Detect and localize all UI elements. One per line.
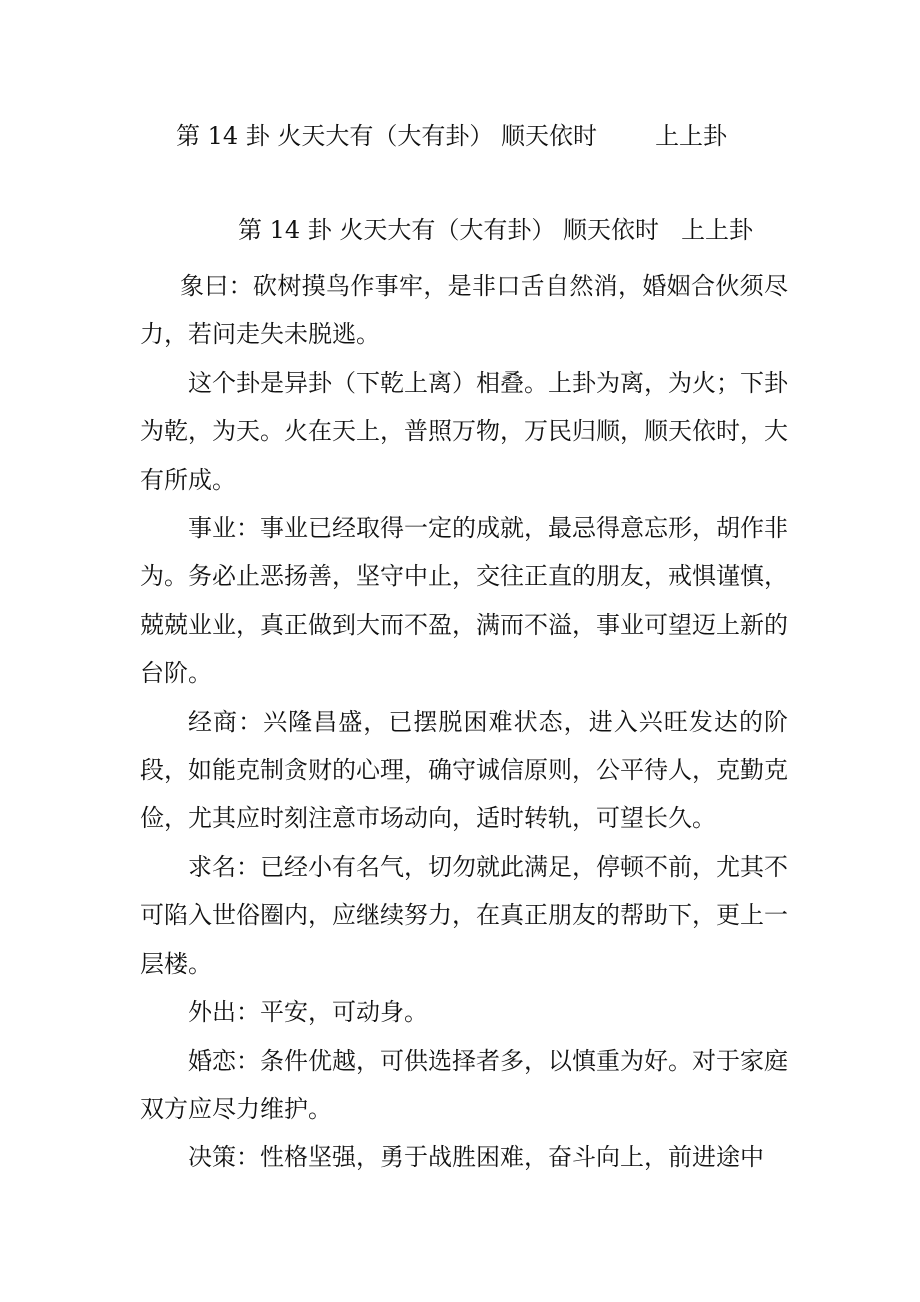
paragraph-intro: 这个卦是异卦（下乾上离）相叠。上卦为离，为火；下卦为乾，为天。火在天上，普照万物，万民归顺，顺天依时，大有所成。 <box>140 368 788 494</box>
paragraph-marriage: 婚恋：条件优越，可供选择者多，以慎重为好。对于家庭双方应尽力维护。 <box>140 1046 788 1123</box>
paragraph-career: 事业：事业已经取得一定的成就，最忌得意忘形，胡作非为。务必止恶扬善，坚守中止，交往正直的朋友，戒惧谨慎，兢兢业业，真正做到大而不盈，满而不溢，事业可望迈上新的台阶。 <box>140 514 788 688</box>
paragraph-xiang: 象曰：砍树摸鸟作事牢，是非口舌自然消，婚姻合伙须尽力，若问走失未脱逃。 <box>140 272 788 349</box>
document-subtitle <box>238 212 838 248</box>
subtitle-rank: 上上卦 <box>681 216 754 244</box>
subtitle-text: 第 14 卦 火天大有（大有卦） 顺天依时 <box>238 216 660 244</box>
paragraph-travel: 外出：平安，可动身。 <box>188 998 428 1027</box>
body-content <box>140 262 788 1182</box>
paragraph-decision: 决策：性格坚强，勇于战胜困难，奋斗向上，前进途中 <box>188 1143 764 1172</box>
paragraph-business: 经商：兴隆昌盛，已摆脱困难状态，进入兴旺发达的阶段，如能克制贪财的心理，确守诚信原则，公平待人，克勤克俭，尤其应时刻注意市场动向，适时转轨，可望长久。 <box>140 707 788 833</box>
document-title <box>176 118 816 154</box>
title-text: 第 14 卦 火天大有（大有卦） 顺天依时 <box>176 122 598 150</box>
paragraph-fame: 求名：已经小有名气，切勿就此满足，停顿不前，尤其不可陷入世俗圈内，应继续努力，在真正朋友的帮助下，更上一层楼。 <box>140 852 788 978</box>
title-rank: 上上卦 <box>655 122 728 150</box>
